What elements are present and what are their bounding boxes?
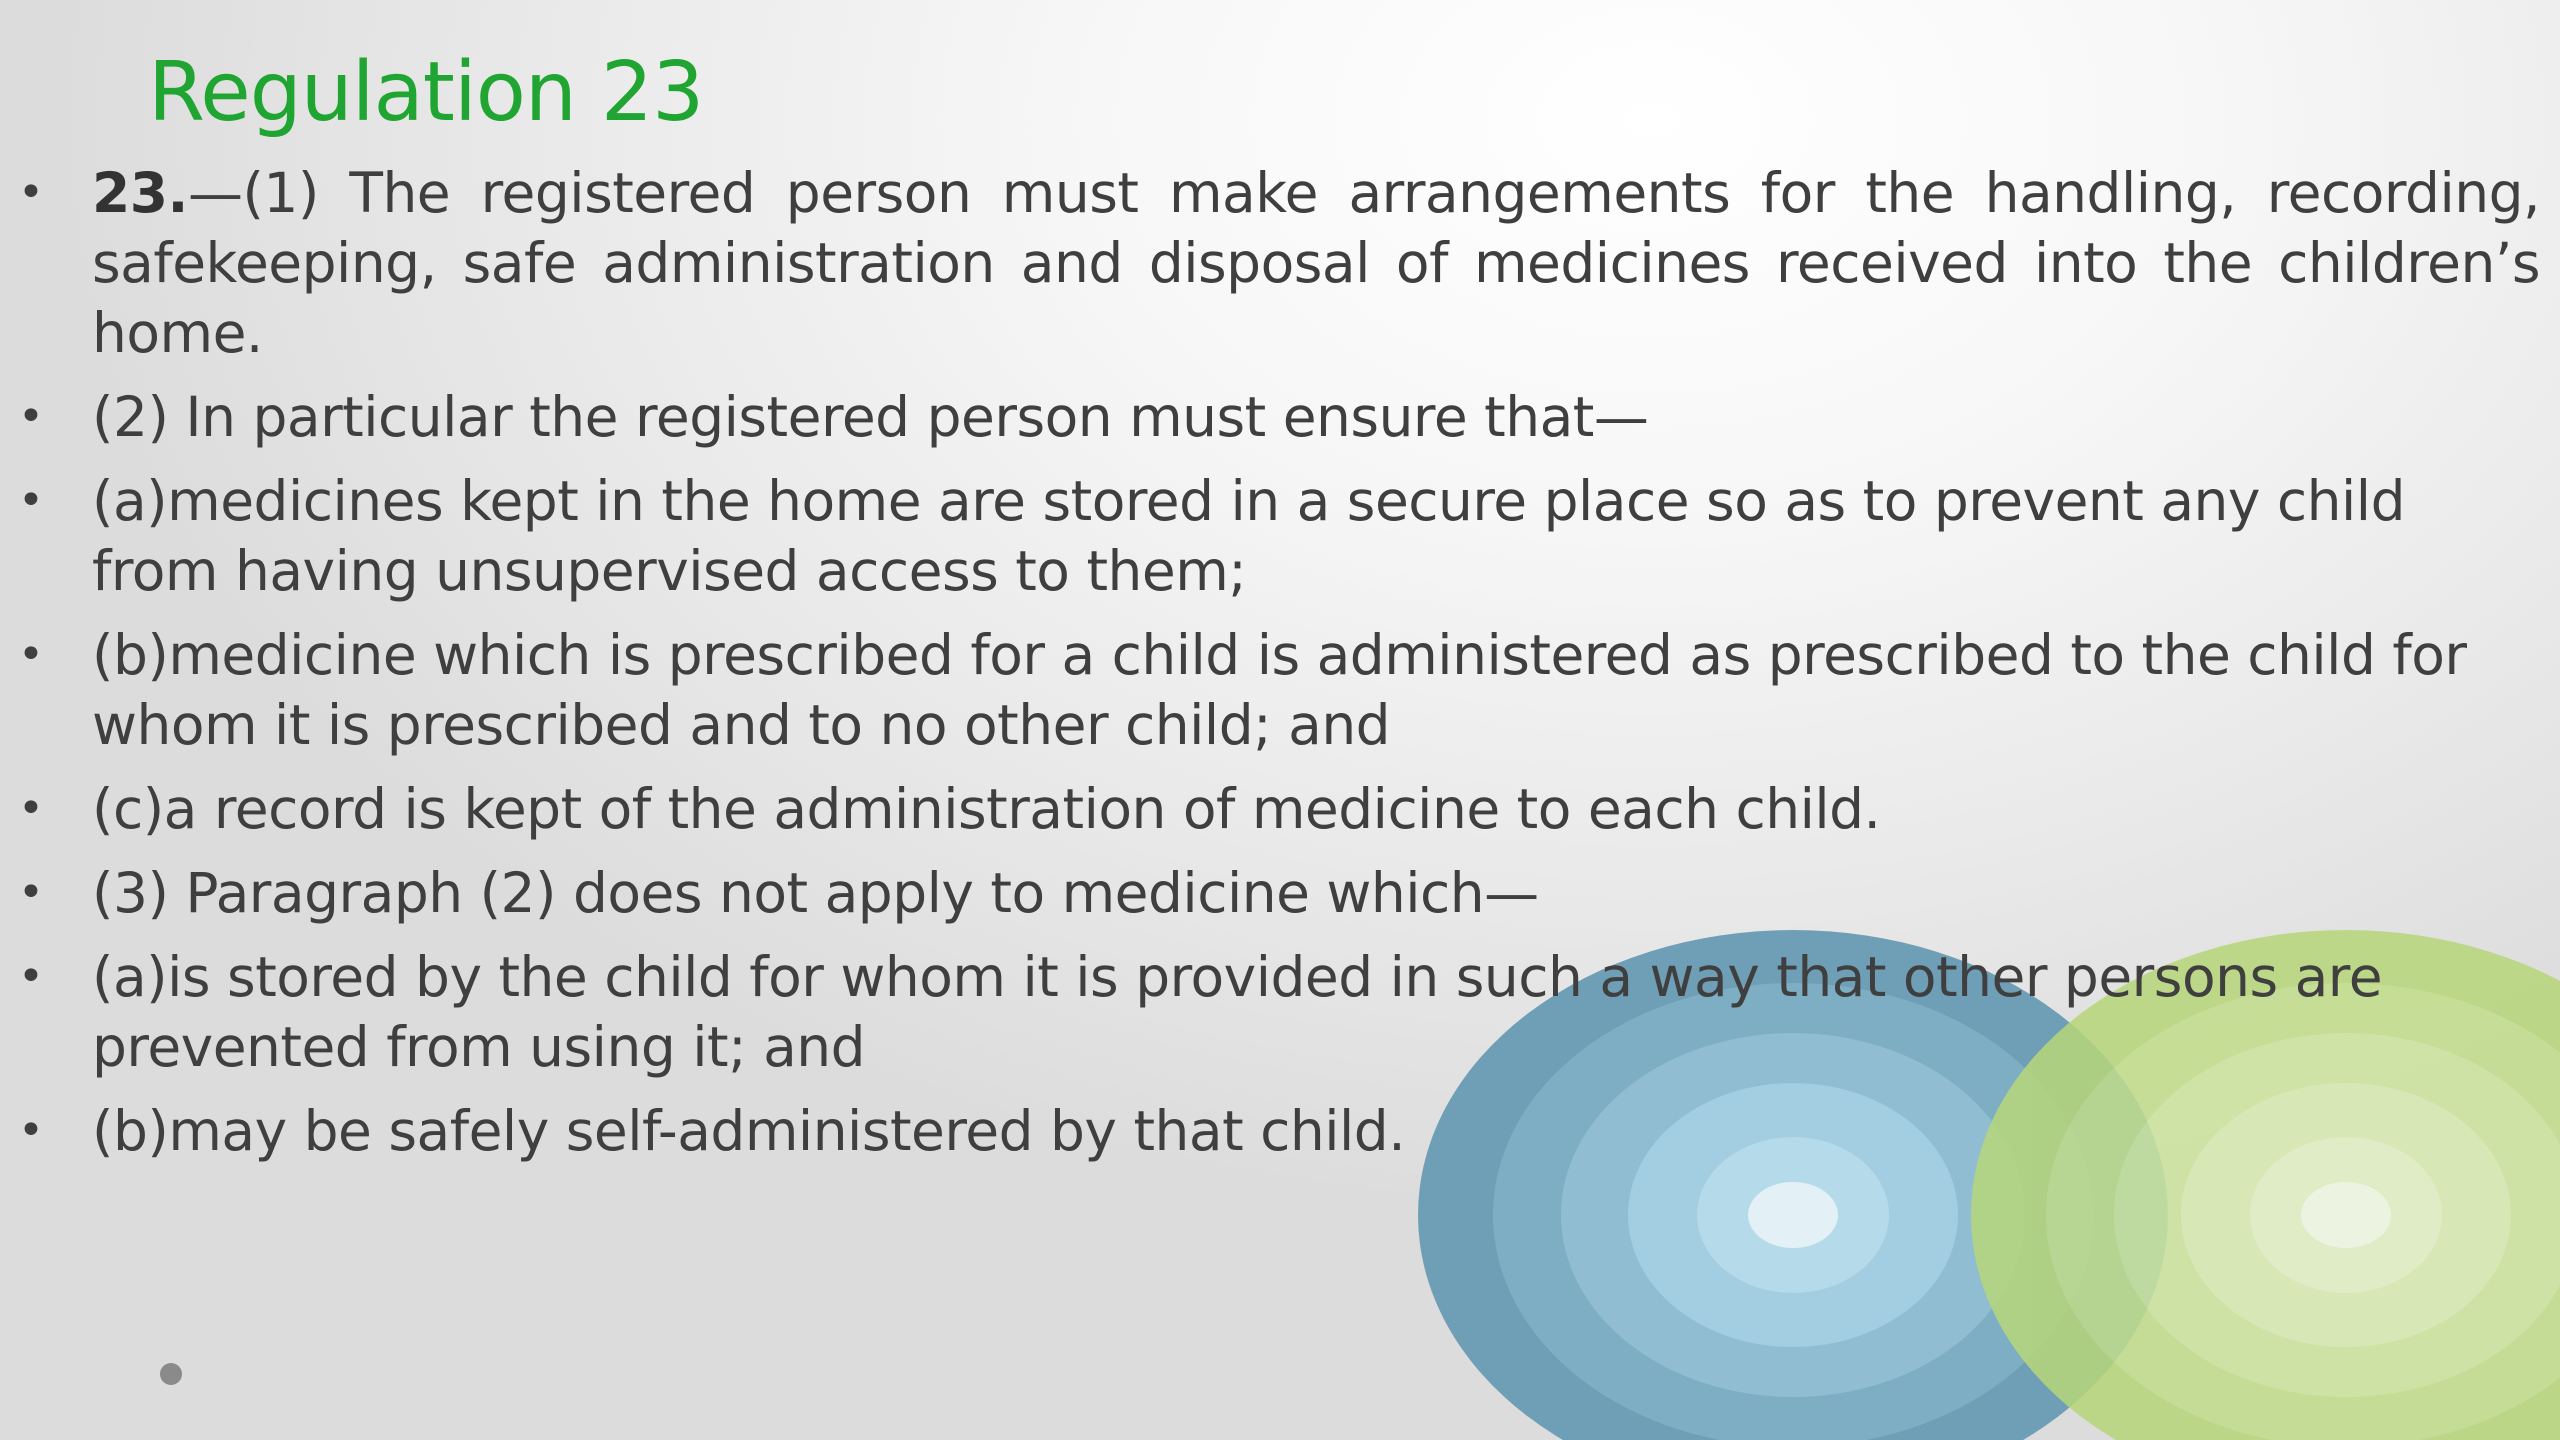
list-item — [0, 858, 2540, 928]
bullet-dot-icon: • — [18, 167, 44, 218]
list-item-text: (3) Paragraph (2) does not apply to medicine which— — [92, 861, 1539, 925]
list-item — [0, 382, 2540, 452]
bullet-dot-icon: • — [18, 475, 44, 526]
slide-title: Regulation 23 — [148, 45, 704, 140]
list-item — [0, 466, 2540, 606]
list-item — [0, 774, 2540, 844]
list-item — [0, 158, 2540, 368]
list-item-text: (b)may be safely self-administered by that child. — [92, 1099, 1406, 1163]
bullet-dot-icon: • — [18, 391, 44, 442]
bullet-dot-icon: • — [18, 951, 44, 1002]
list-item — [0, 1096, 2540, 1166]
bullet-dot-icon: • — [18, 783, 44, 834]
bullet-dot-icon: • — [18, 1105, 44, 1156]
list-item-text: (2) In particular the registered person must ensure that— — [92, 385, 1649, 449]
bullet-list — [0, 158, 2540, 1180]
bullet-dot-icon: • — [18, 629, 44, 680]
slide-indicator-dot — [160, 1363, 182, 1385]
bullet-dot-icon: • — [18, 867, 44, 918]
list-item-text: —(1) The registered person must make arrangements for the handling, recording, safekeeping, safe administration and disposal of medicines received into the children’s home. — [92, 161, 2540, 365]
list-item — [0, 942, 2540, 1082]
list-item — [0, 620, 2540, 760]
list-item-text: (a)is stored by the child for whom it is provided in such a way that other persons are prevented from using it; and — [92, 945, 2383, 1079]
list-item-text: (c)a record is kept of the administration of medicine to each child. — [92, 777, 1881, 841]
regulation-number: 23. — [92, 161, 188, 225]
list-item-text: (b)medicine which is prescribed for a child is administered as prescribed to the child for whom it is prescribed and to no other child; and — [92, 623, 2467, 757]
list-item-text: (a)medicines kept in the home are stored in a secure place so as to prevent any child from having unsupervised access to them; — [92, 469, 2405, 603]
